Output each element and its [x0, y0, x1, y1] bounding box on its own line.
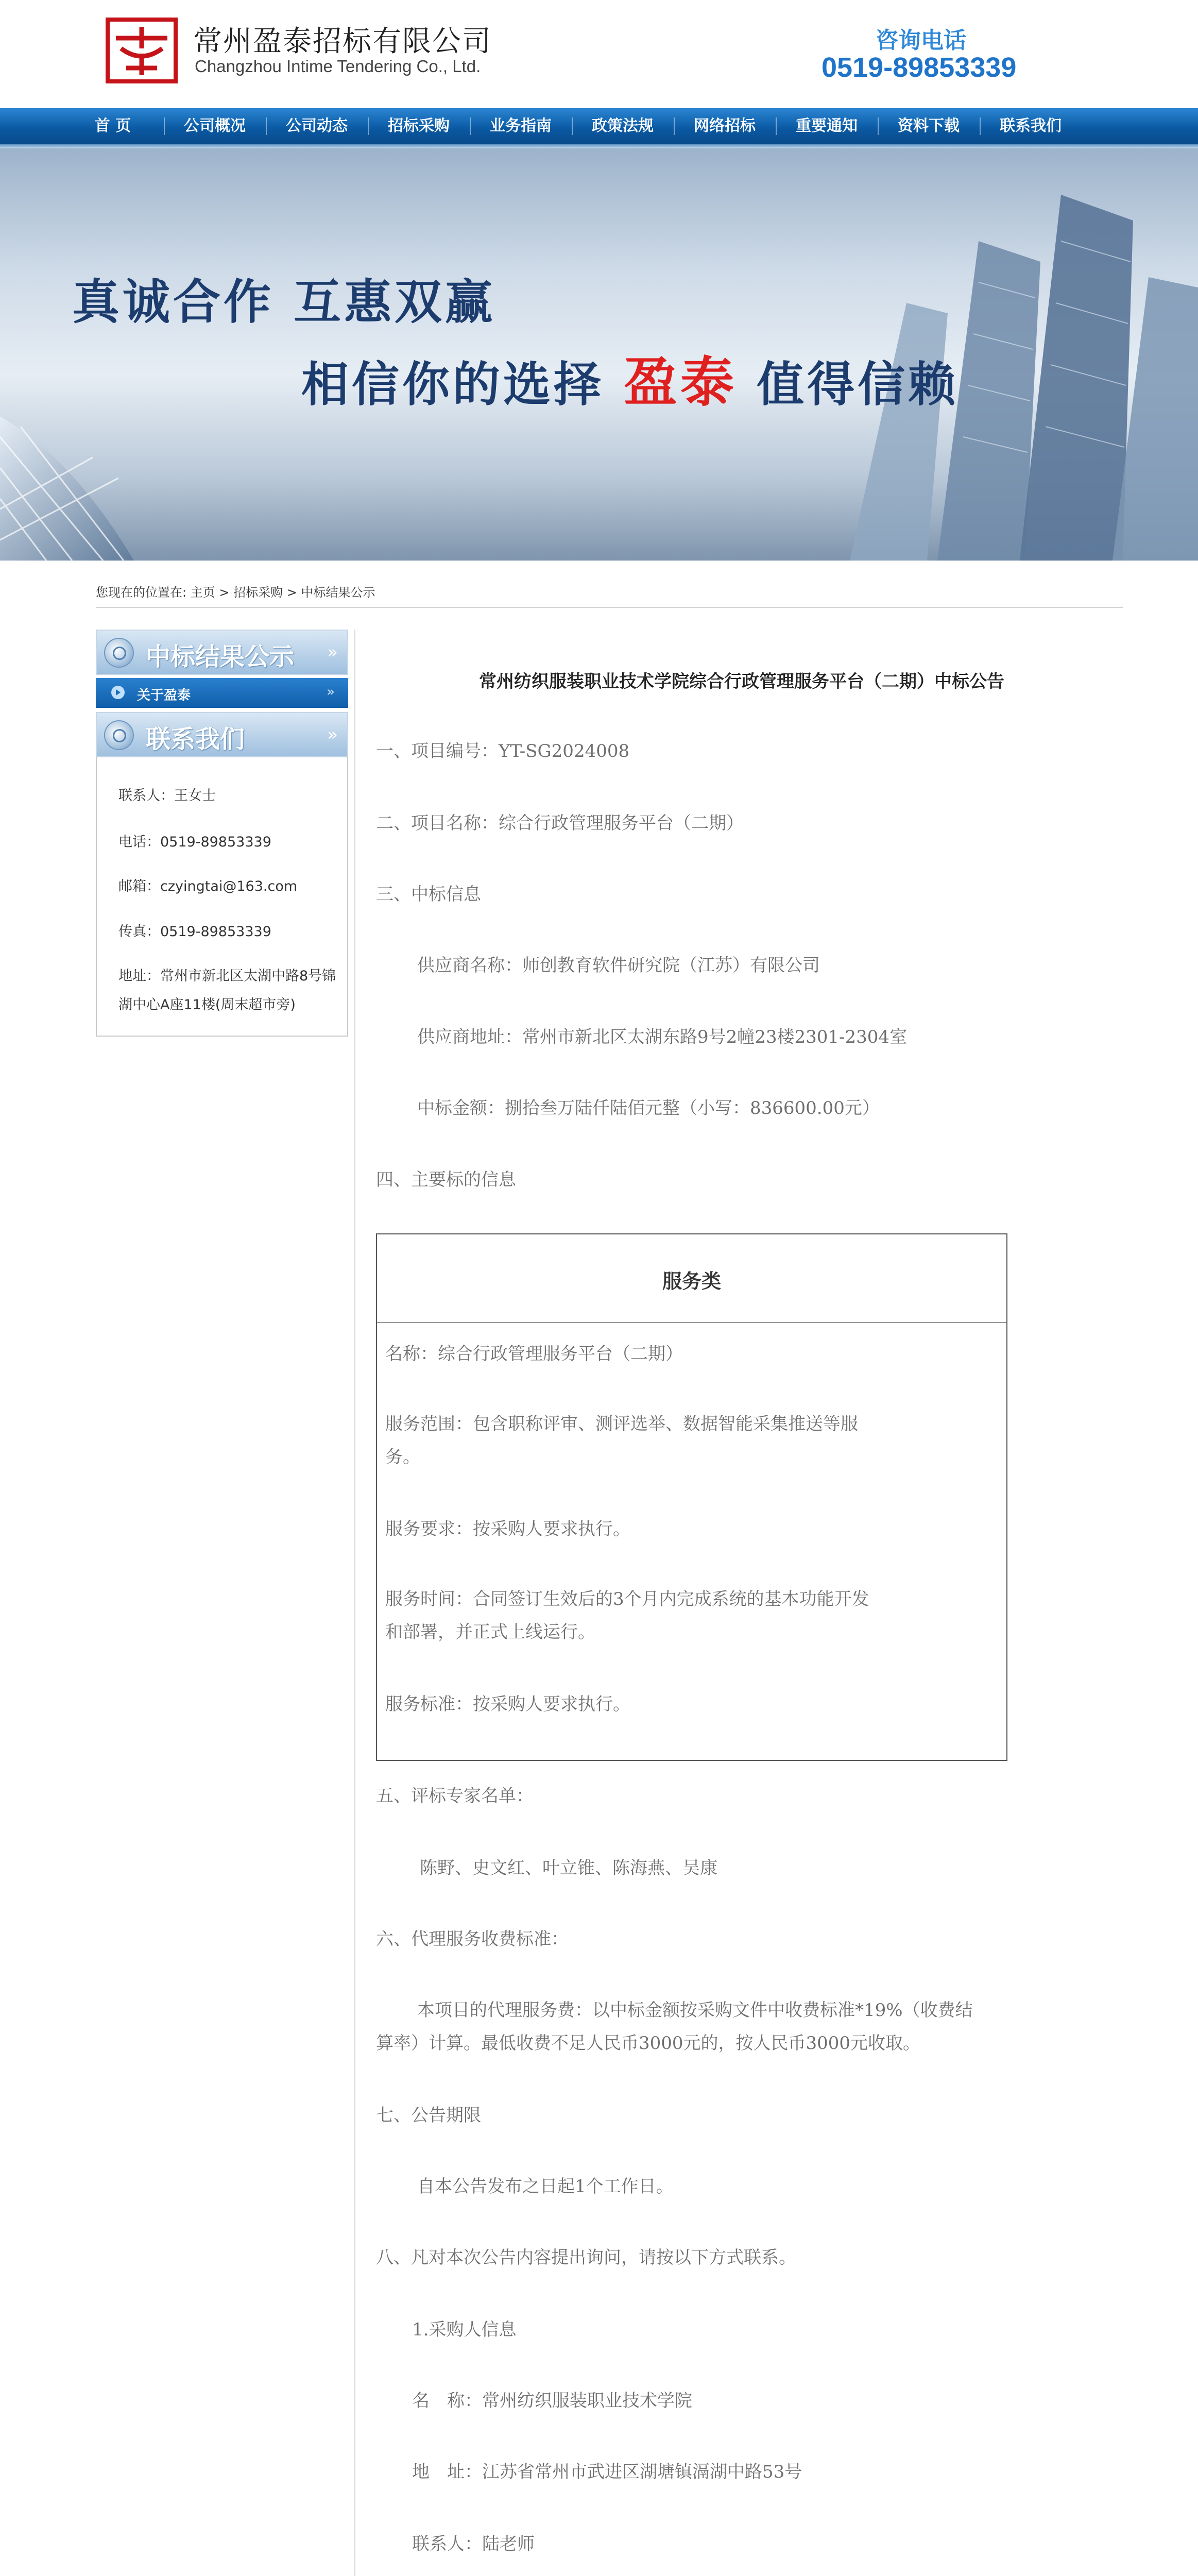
contact-address-line-2: 湖中心A座11楼(周末超市旁): [118, 997, 296, 1013]
sidebar-section-header: [96, 630, 348, 675]
section-award-info: 三、中标信息: [376, 884, 481, 905]
section-expert-list: 五、评标专家名单：: [376, 1786, 534, 1806]
sidebar: [96, 630, 348, 1037]
main-nav: [0, 108, 1198, 144]
sidebar-contact-header: [96, 712, 348, 757]
service-table: [376, 1233, 1007, 1761]
service-requirement: 服务要求：按采购人要求执行。: [385, 1519, 630, 1539]
service-time-line-1: 服务时间：合同签订生效后的3个月内完成系统的基本功能开发: [385, 1589, 869, 1609]
section-project-number: 一、项目编号：YT-SG2024008: [376, 741, 630, 761]
supplier-name: 供应商名称：师创教育软件研究院（江苏）有限公司: [417, 955, 820, 976]
double-chevron-icon: »: [327, 642, 338, 663]
section-contact-info: 八、凡对本次公告内容提出询问，请按以下方式联系。: [376, 2247, 796, 2268]
nav-shadow: [0, 144, 1198, 148]
banner-brand-name: 盈泰: [624, 350, 738, 414]
hero-banner: [0, 148, 1198, 561]
target-circle-icon: [104, 638, 134, 668]
service-table-header-text: 服务类: [662, 1269, 721, 1293]
banner-slogan-2-pre: 相信你的选择: [301, 357, 605, 412]
service-scope-line-2: 务。: [385, 1447, 420, 1467]
service-table-header: [377, 1234, 1006, 1323]
contact-fax: 传真：0519-89853339: [118, 924, 271, 940]
nav-notices[interactable]: 重要通知: [776, 108, 878, 144]
service-standard: 服务标准：按采购人要求执行。: [385, 1694, 630, 1715]
supplier-address: 供应商地址：常州市新北区太湖东路9号2幢23楼2301-2304室: [417, 1027, 908, 1047]
sidebar-item-about[interactable]: [96, 678, 348, 708]
nav-policies[interactable]: 政策法规: [572, 108, 674, 144]
sidebar-contact-title: 联系我们: [146, 725, 245, 754]
article-title: 常州纺织服装职业技术学院综合行政管理服务平台（二期）中标公告: [479, 671, 1004, 692]
hotline-number: 0519-89853339: [822, 52, 1017, 83]
expert-names: 陈野、史文红、叶立锥、陈海燕、吴康: [420, 1858, 717, 1878]
buyer-info-heading: 1.采购人信息: [412, 2319, 517, 2340]
banner-slogan-2-post: 值得信赖: [757, 357, 959, 412]
agency-fee-line-2: 算率）计算。最低收费不足人民币3000元的，按人民币3000元收取。: [376, 2033, 921, 2054]
buyer-contact-person: 联系人：陆老师: [412, 2534, 535, 2554]
target-circle-icon: [104, 720, 134, 750]
contact-phone: 电话：0519-89853339: [118, 834, 271, 850]
double-chevron-icon: »: [327, 724, 338, 745]
nav-online-tender[interactable]: 网络招标: [674, 108, 776, 144]
breadcrumb-divider: [96, 607, 1123, 608]
play-arrow-icon: [111, 686, 125, 699]
buyer-name: 名 称：常州纺织服装职业技术学院: [412, 2391, 692, 2411]
banner-slogan-1: 真诚合作 互惠双赢: [72, 274, 496, 330]
section-notice-period: 七、公告期限: [376, 2105, 481, 2126]
hotline-label: 咨询电话: [876, 27, 966, 54]
sidebar-item-chevron: »: [327, 684, 335, 700]
section-main-subject: 四、主要标的信息: [376, 1170, 516, 1190]
nav-contact[interactable]: 联系我们: [980, 108, 1082, 144]
nav-home[interactable]: 首 页: [94, 117, 131, 135]
buyer-address: 地 址：江苏省常州市武进区湖塘镇滆湖中路53号: [412, 2462, 802, 2482]
contact-email: 邮箱：czyingtai@163.com: [118, 878, 298, 894]
nav-business-guide[interactable]: 业务指南: [470, 108, 572, 144]
contact-person: 联系人：王女士: [118, 788, 216, 804]
sidebar-item-about-label: 关于盈泰: [137, 688, 191, 703]
service-time-line-2: 和部署，并正式上线运行。: [385, 1622, 595, 1642]
banner-slogan-2: [301, 339, 959, 416]
nav-tender-procurement[interactable]: 招标采购: [368, 108, 470, 144]
nav-company-news[interactable]: 公司动态: [266, 108, 368, 144]
section-agency-fee: 六、代理服务收费标准：: [376, 1929, 569, 1950]
contact-info-box: [96, 757, 348, 1037]
award-amount: 中标金额：捌拾叁万陆仟陆佰元整（小写：836600.00元）: [417, 1098, 880, 1118]
sidebar-section-title: 中标结果公示: [146, 642, 295, 671]
service-name: 名称：综合行政管理服务平台（二期）: [385, 1344, 683, 1364]
site-header: [0, 0, 1198, 108]
agency-fee-line-1: 本项目的代理服务费：以中标金额按采购文件中收费标准*19%（收费结: [417, 2000, 973, 2021]
company-name-cn: 常州盈泰招标有限公司: [193, 25, 492, 58]
nav-company-profile[interactable]: 公司概况: [164, 108, 266, 144]
service-scope-line-1: 服务范围：包含职称评审、测评选举、数据智能采集推送等服: [385, 1414, 858, 1434]
nav-downloads[interactable]: 资料下载: [878, 108, 980, 144]
breadcrumb[interactable]: 您现在的位置在: 主页 > 招标采购 > 中标结果公示: [96, 585, 375, 600]
contact-address-line-1: 地址：常州市新北区太湖中路8号锦: [118, 968, 336, 984]
section-project-name: 二、项目名称：综合行政管理服务平台（二期）: [376, 813, 744, 834]
content-divider: [354, 630, 355, 2576]
notice-period: 自本公告发布之日起1个工作日。: [417, 2176, 674, 2197]
company-logo-icon[interactable]: [106, 18, 178, 83]
company-name-en: Changzhou Intime Tendering Co., Ltd.: [195, 57, 481, 76]
